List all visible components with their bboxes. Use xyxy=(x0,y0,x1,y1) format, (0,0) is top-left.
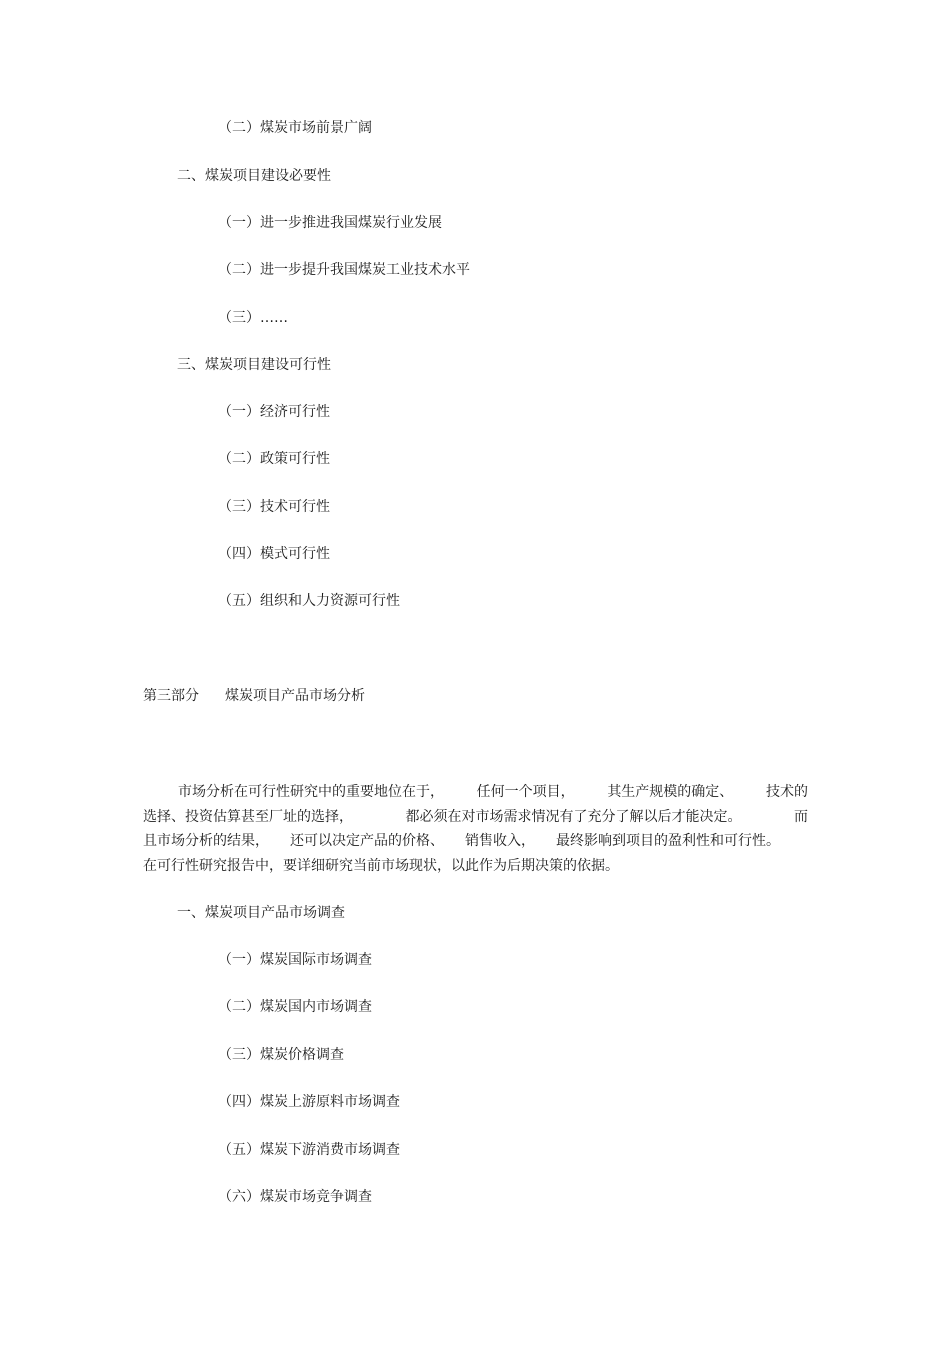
toc-item-model-feasibility: （四）模式可行性 xyxy=(218,546,330,562)
toc-heading-market-survey: 一、煤炭项目产品市场调查 xyxy=(177,905,345,921)
toc-item-economic-feasibility: （一）经济可行性 xyxy=(218,404,330,420)
paragraph-segment: 市场分析在可行性研究中的重要地位在于， xyxy=(178,784,444,800)
paragraph-line-3 xyxy=(143,829,808,854)
toc-item-downstream-market: （五）煤炭下游消费市场调查 xyxy=(218,1142,400,1158)
toc-item-international-market: （一）煤炭国际市场调查 xyxy=(218,952,372,968)
toc-item-industry-development: （一）进一步推进我国煤炭行业发展 xyxy=(218,215,442,231)
toc-item-ellipsis: （三）…… xyxy=(218,310,288,326)
toc-item-technical-feasibility: （三）技术可行性 xyxy=(218,499,330,515)
paragraph-segment: 选择、投资估算甚至厂址的选择， xyxy=(143,808,353,825)
paragraph-segment: 最终影响到项目的盈利性和可行性。 xyxy=(556,833,780,849)
section-title-text: 煤炭项目产品市场分析 xyxy=(225,688,365,704)
section-title xyxy=(143,686,365,706)
paragraph-line-1 xyxy=(143,780,808,805)
toc-item-organization-feasibility: （五）组织和人力资源可行性 xyxy=(218,593,400,609)
toc-item-market-prospect: （二）煤炭市场前景广阔 xyxy=(218,120,372,136)
paragraph-segment: 任何一个项目， xyxy=(476,784,575,800)
paragraph-segment: 还可以决定产品的价格、 xyxy=(290,833,444,849)
paragraph-segment: 都必须在对市场需求情况有了充分了解以后才能决定。 xyxy=(405,808,742,825)
paragraph-segment: 技术的 xyxy=(765,784,808,800)
toc-heading-necessity: 二、煤炭项目建设必要性 xyxy=(177,168,331,184)
toc-item-competition-survey: （六）煤炭市场竞争调查 xyxy=(218,1189,372,1205)
paragraph-segment: 其生产规模的确定、 xyxy=(607,784,734,800)
market-analysis-paragraph xyxy=(143,780,808,878)
toc-heading-feasibility: 三、煤炭项目建设可行性 xyxy=(177,357,331,373)
toc-item-technical-level: （二）进一步提升我国煤炭工业技术水平 xyxy=(218,262,470,278)
section-part-label: 第三部分 xyxy=(143,688,199,704)
paragraph-line-2 xyxy=(143,805,808,830)
paragraph-segment: 且市场分析的结果， xyxy=(143,833,269,849)
toc-item-policy-feasibility: （二）政策可行性 xyxy=(218,451,330,467)
paragraph-segment: 在可行性研究报告中，要详细研究当前市场现状，以此作为后期决策的依据。 xyxy=(143,857,619,874)
toc-item-price-survey: （三）煤炭价格调查 xyxy=(218,1047,344,1063)
toc-item-upstream-market: （四）煤炭上游原料市场调查 xyxy=(218,1094,400,1110)
paragraph-segment: 销售收入， xyxy=(465,833,535,849)
paragraph-segment: 而 xyxy=(794,808,808,825)
paragraph-line-4 xyxy=(143,854,808,879)
toc-item-domestic-market: （二）煤炭国内市场调查 xyxy=(218,999,372,1015)
